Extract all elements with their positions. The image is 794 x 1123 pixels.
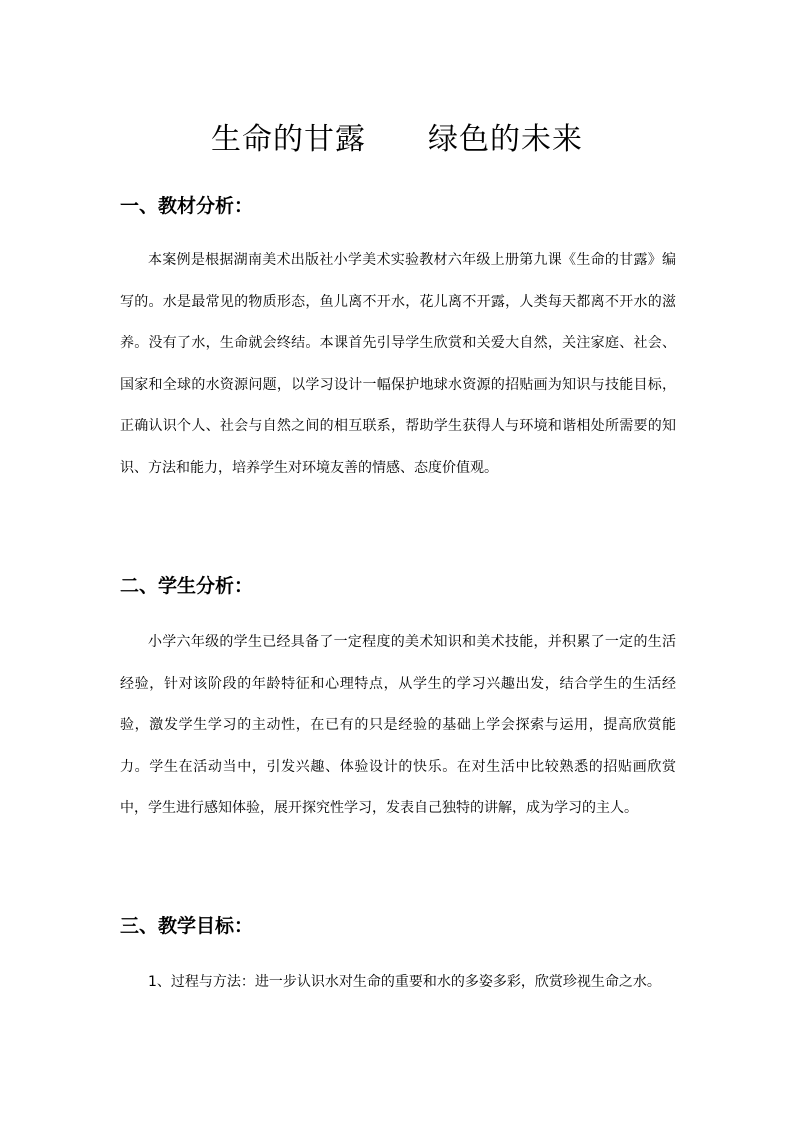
section-heading-teaching-goals: 三、教学目标：	[120, 915, 254, 937]
section-heading-student-analysis: 二、学生分析：	[120, 575, 254, 597]
section-paragraph-student-analysis: 小学六年级的学生已经具备了一定程度的美术知识和美术技能，并积累了一定的生活经验，针对该阶段的年龄特征和心理特点，从学生的学习兴趣出发，结合学生的生活经验，激发学生学习的主动性，在已有的只是经验的基础上学会探索与运用，提高欣赏能力。学生在活动当中，引发兴趣、体验设计的快乐。在对生活中比较熟悉的招贴画欣赏中，学生进行感知体验，展开探究性学习，发表自己独特的讲解，成为学习的主人。	[120, 634, 676, 816]
teaching-goal-item: 1、过程与方法：进一步认识水对生命的重要和水的多姿多彩，欣赏珍视生命之水。	[148, 974, 661, 990]
section-heading-textbook-analysis: 一、教材分析：	[120, 195, 254, 217]
section-paragraph-textbook-analysis: 本案例是根据湖南美术出版社小学美术实验教材六年级上册第九课《生命的甘露》编写的。水是最常见的物质形态，鱼儿离不开水，花儿离不开露，人类每天都离不开水的滋养。没有了水，生命就会终结。本课首先引导学生欣赏和关爱大自然，关注家庭、社会、国家和全球的水资源问题，以学习设计一幅保护地球水资源的招贴画为知识与技能目标，正确认识个人、社会与自然之间的相互联系，帮助学生获得人与环境和谐相处所需要的知识、方法和能力，培养学生对环境友善的情感、态度价值观。	[120, 252, 676, 476]
document-title: 生命的甘露 绿色的未来	[211, 122, 583, 157]
